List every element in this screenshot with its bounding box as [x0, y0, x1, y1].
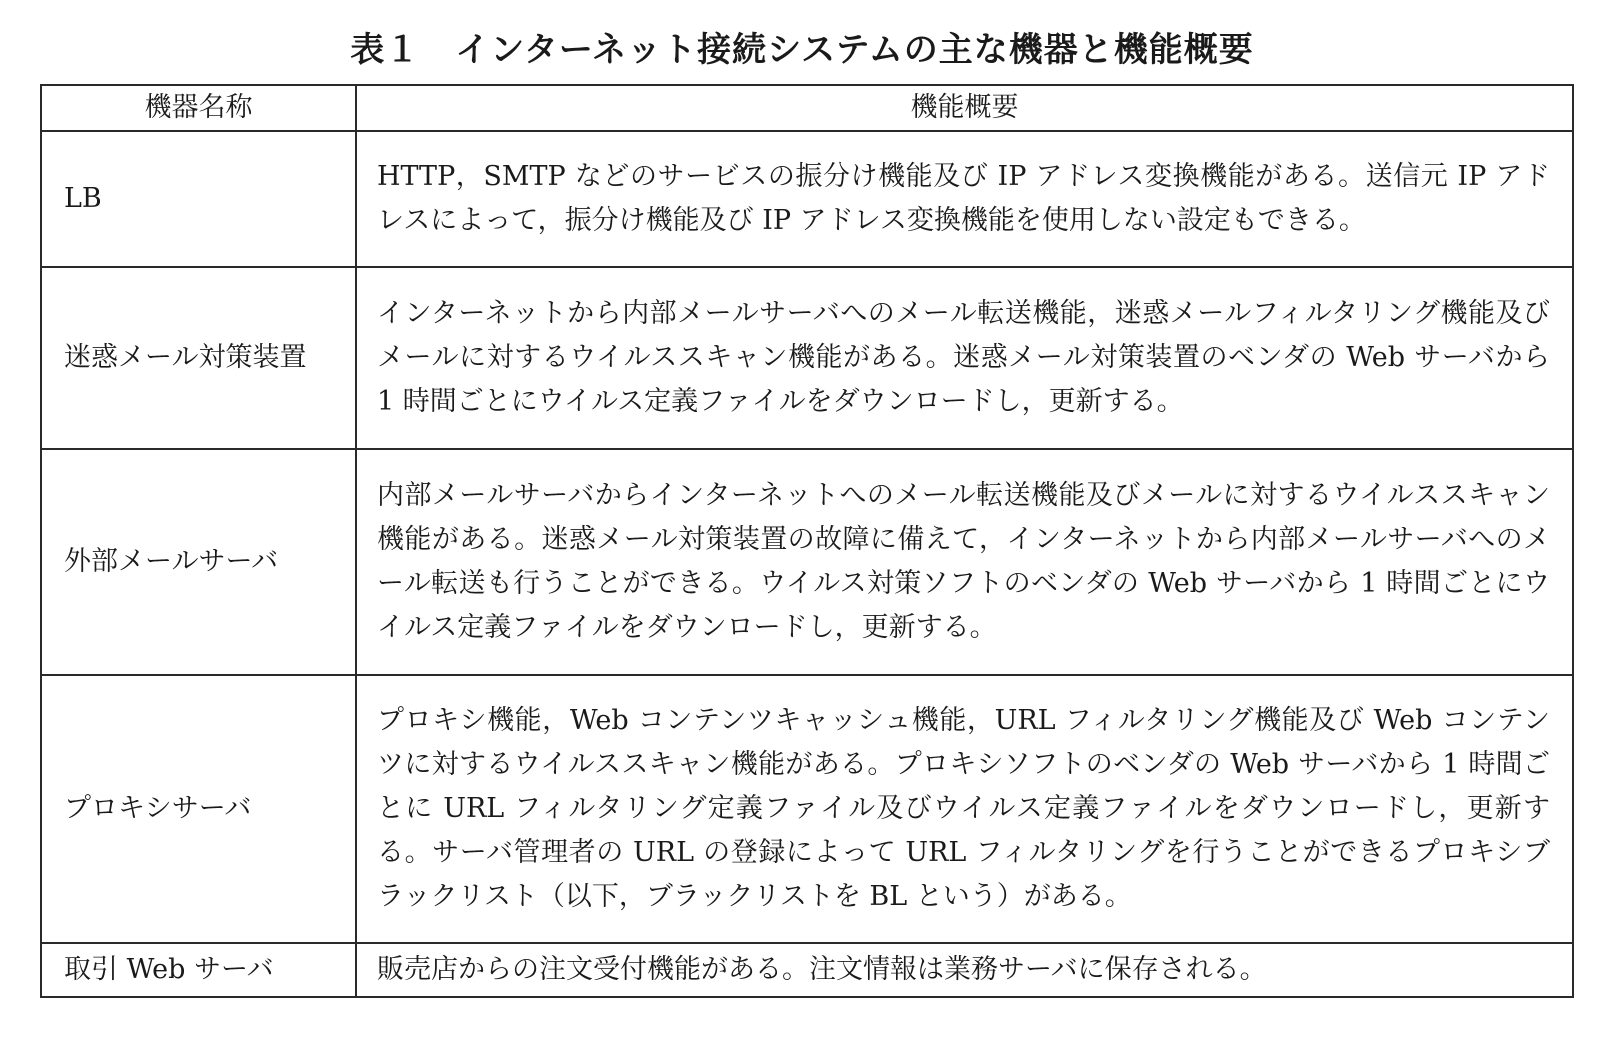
- function-summary-cell: プロキシ機能，Web コンテンツキャッシュ機能，URL フィルタリング機能及び Web コンテンツに対するウイルススキャン機能がある。プロキシソフトのベンダの Web サーバから 1 時間ごとに URL フィルタリング定義ファイル及びウイルス定義ファイルをダウンロードし，更新する。サーバ管理者の URL の登録によって URL フィルタリングを行うことができるプロキシブラックリスト（以下，ブラックリストを BL という）がある。: [356, 675, 1573, 943]
- table-title: 表１ インターネット接続システムの主な機器と機能概要: [350, 30, 1254, 70]
- function-summary-cell: 販売店からの注文受付機能がある。注文情報は業務サーバに保存される。: [356, 943, 1573, 997]
- header-device-name: 機器名称: [41, 85, 356, 131]
- table-row: [41, 267, 1573, 449]
- table-row: [41, 449, 1573, 675]
- device-function-table: [40, 84, 1574, 998]
- device-name-cell: LB: [41, 131, 356, 267]
- device-name-cell: プロキシサーバ: [41, 675, 356, 943]
- function-summary-cell: HTTP，SMTP などのサービスの振分け機能及び IP アドレス変換機能がある。送信元 IP アドレスによって，振分け機能及び IP アドレス変換機能を使用しない設定もできる。: [356, 131, 1573, 267]
- device-name-cell: 外部メールサーバ: [41, 449, 356, 675]
- function-summary-cell: インターネットから内部メールサーバへのメール転送機能，迷惑メールフィルタリング機能及びメールに対するウイルススキャン機能がある。迷惑メール対策装置のベンダの Web サーバから 1 時間ごとにウイルス定義ファイルをダウンロードし，更新する。: [356, 267, 1573, 449]
- device-name-cell: 迷惑メール対策装置: [41, 267, 356, 449]
- table-row: [41, 675, 1573, 943]
- table-row: [41, 131, 1573, 267]
- table-header-row: [41, 85, 1573, 131]
- device-name-cell: 取引 Web サーバ: [41, 943, 356, 997]
- header-function-summary: 機能概要: [356, 85, 1573, 131]
- table-row: [41, 943, 1573, 997]
- function-summary-cell: 内部メールサーバからインターネットへのメール転送機能及びメールに対するウイルススキャン機能がある。迷惑メール対策装置の故障に備えて，インターネットから内部メールサーバへのメール転送も行うことができる。ウイルス対策ソフトのベンダの Web サーバから 1 時間ごとにウイルス定義ファイルをダウンロードし，更新する。: [356, 449, 1573, 675]
